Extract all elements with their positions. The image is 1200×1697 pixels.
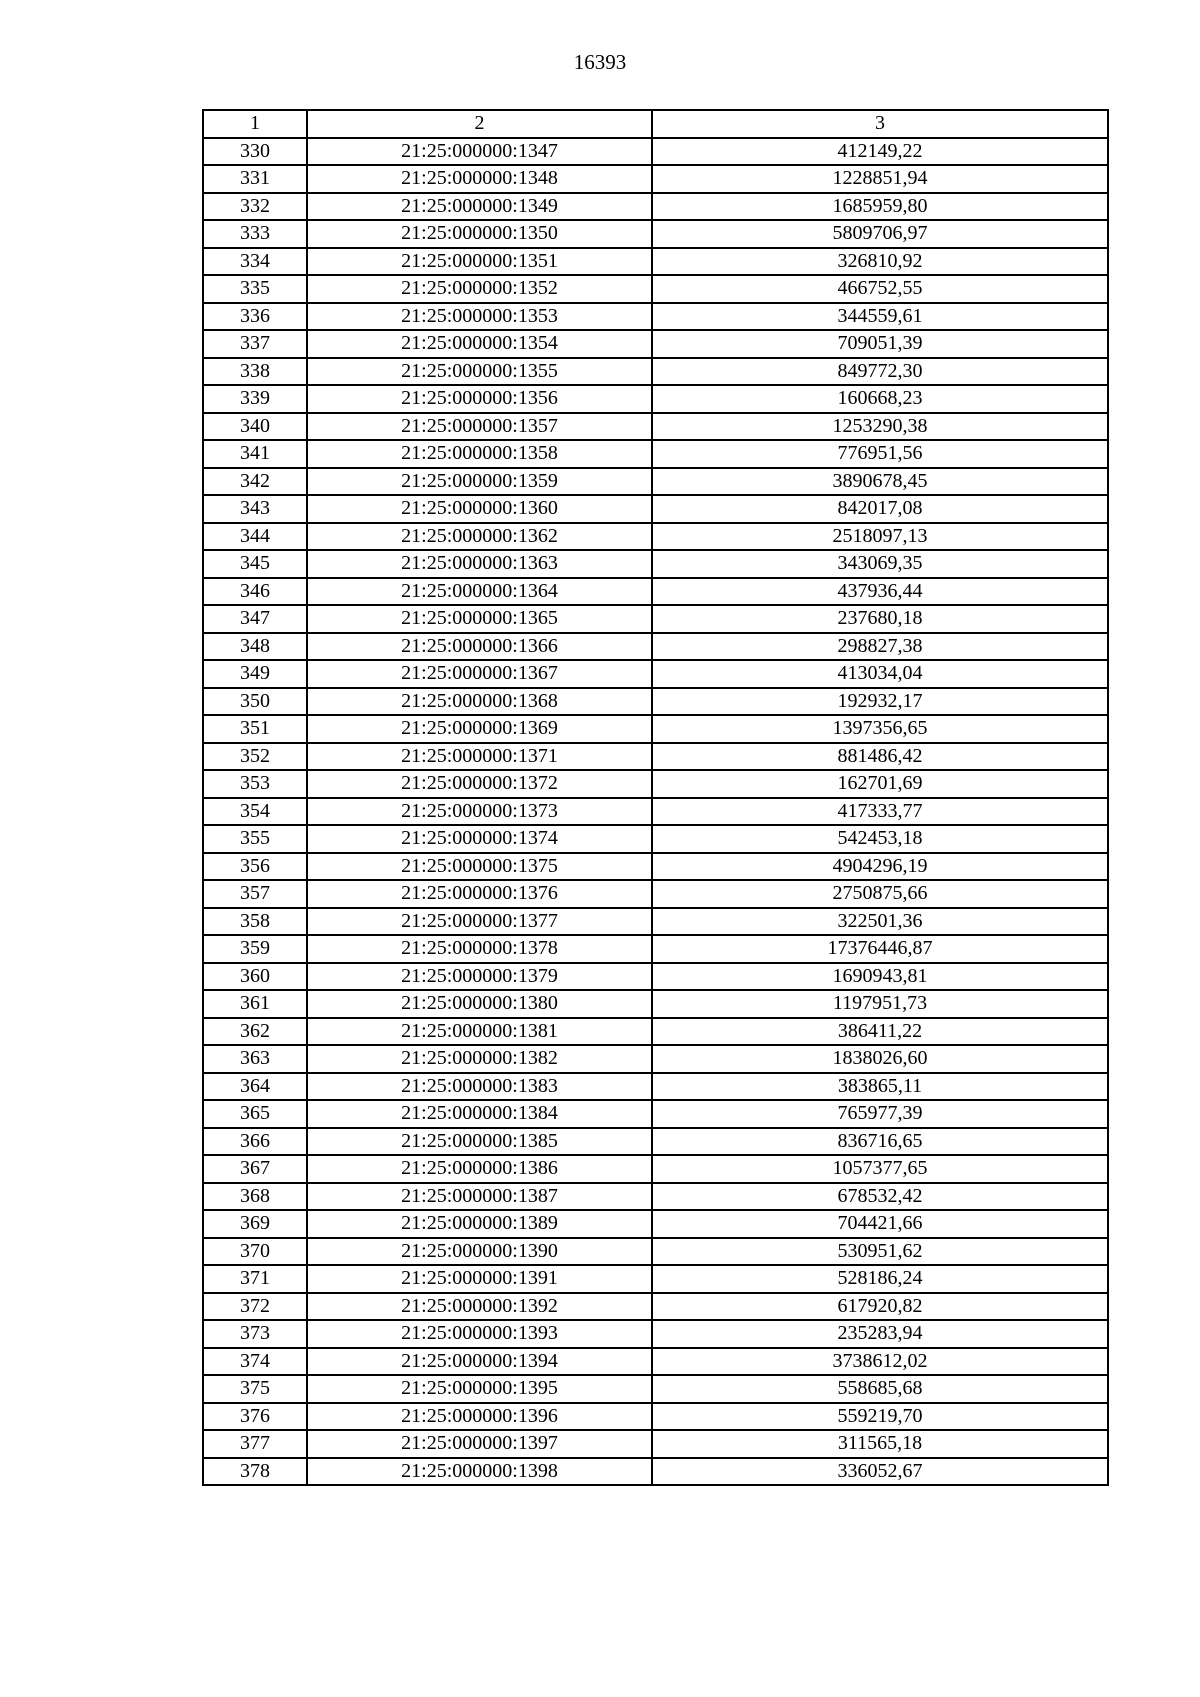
table-row (203, 385, 1108, 413)
table-body (203, 138, 1108, 1486)
table-row (203, 1348, 1108, 1376)
table-row (203, 935, 1108, 963)
row-number-cell: 347 (203, 605, 307, 633)
value-cell: 842017,08 (652, 495, 1108, 523)
table-row (203, 1238, 1108, 1266)
table-row (203, 633, 1108, 661)
value-cell: 678532,42 (652, 1183, 1108, 1211)
cadastral-number-cell: 21:25:000000:1396 (307, 1403, 652, 1431)
table-row (203, 1045, 1108, 1073)
row-number-cell: 349 (203, 660, 307, 688)
cadastral-number-cell: 21:25:000000:1348 (307, 165, 652, 193)
table-row (203, 413, 1108, 441)
row-number-cell: 336 (203, 303, 307, 331)
row-number-cell: 376 (203, 1403, 307, 1431)
cadastral-number-cell: 21:25:000000:1371 (307, 743, 652, 771)
table-row (203, 550, 1108, 578)
cadastral-number-cell: 21:25:000000:1387 (307, 1183, 652, 1211)
table-row (203, 358, 1108, 386)
cadastral-number-cell: 21:25:000000:1355 (307, 358, 652, 386)
row-number-cell: 367 (203, 1155, 307, 1183)
value-cell: 3890678,45 (652, 468, 1108, 496)
table-row (203, 330, 1108, 358)
table-row (203, 1155, 1108, 1183)
value-cell: 326810,92 (652, 248, 1108, 276)
value-cell: 383865,11 (652, 1073, 1108, 1101)
table-row (203, 193, 1108, 221)
row-number-cell: 358 (203, 908, 307, 936)
value-cell: 322501,36 (652, 908, 1108, 936)
row-number-cell: 362 (203, 1018, 307, 1046)
value-cell: 235283,94 (652, 1320, 1108, 1348)
row-number-cell: 377 (203, 1430, 307, 1458)
value-cell: 1397356,65 (652, 715, 1108, 743)
row-number-cell: 373 (203, 1320, 307, 1348)
cadastral-number-cell: 21:25:000000:1391 (307, 1265, 652, 1293)
table-header-row (203, 110, 1108, 138)
row-number-cell: 370 (203, 1238, 307, 1266)
row-number-cell: 356 (203, 853, 307, 881)
table-row (203, 743, 1108, 771)
row-number-cell: 350 (203, 688, 307, 716)
cadastral-number-cell: 21:25:000000:1392 (307, 1293, 652, 1321)
row-number-cell: 365 (203, 1100, 307, 1128)
table-row (203, 1073, 1108, 1101)
value-cell: 617920,82 (652, 1293, 1108, 1321)
table-row (203, 688, 1108, 716)
cadastral-number-cell: 21:25:000000:1358 (307, 440, 652, 468)
cadastral-number-cell: 21:25:000000:1347 (307, 138, 652, 166)
row-number-cell: 359 (203, 935, 307, 963)
cadastral-number-cell: 21:25:000000:1349 (307, 193, 652, 221)
table-row (203, 908, 1108, 936)
cadastral-number-cell: 21:25:000000:1375 (307, 853, 652, 881)
value-cell: 17376446,87 (652, 935, 1108, 963)
table-row (203, 1265, 1108, 1293)
value-cell: 344559,61 (652, 303, 1108, 331)
row-number-cell: 351 (203, 715, 307, 743)
value-cell: 417333,77 (652, 798, 1108, 826)
row-number-cell: 363 (203, 1045, 307, 1073)
value-cell: 1057377,65 (652, 1155, 1108, 1183)
cadastral-number-cell: 21:25:000000:1364 (307, 578, 652, 606)
row-number-cell: 366 (203, 1128, 307, 1156)
cadastral-number-cell: 21:25:000000:1377 (307, 908, 652, 936)
table-row (203, 1293, 1108, 1321)
row-number-cell: 372 (203, 1293, 307, 1321)
row-number-cell: 357 (203, 880, 307, 908)
row-number-cell: 334 (203, 248, 307, 276)
value-cell: 2518097,13 (652, 523, 1108, 551)
table-row (203, 138, 1108, 166)
cadastral-number-cell: 21:25:000000:1386 (307, 1155, 652, 1183)
value-cell: 237680,18 (652, 605, 1108, 633)
cadastral-number-cell: 21:25:000000:1357 (307, 413, 652, 441)
value-cell: 558685,68 (652, 1375, 1108, 1403)
value-cell: 466752,55 (652, 275, 1108, 303)
row-number-cell: 360 (203, 963, 307, 991)
column-header-1: 1 (203, 110, 307, 138)
table-row (203, 275, 1108, 303)
row-number-cell: 368 (203, 1183, 307, 1211)
cadastral-number-cell: 21:25:000000:1352 (307, 275, 652, 303)
table-row (203, 963, 1108, 991)
table-row (203, 1403, 1108, 1431)
row-number-cell: 330 (203, 138, 307, 166)
cadastral-number-cell: 21:25:000000:1380 (307, 990, 652, 1018)
value-cell: 5809706,97 (652, 220, 1108, 248)
value-cell: 1690943,81 (652, 963, 1108, 991)
value-cell: 1228851,94 (652, 165, 1108, 193)
cadastral-number-cell: 21:25:000000:1390 (307, 1238, 652, 1266)
table-row (203, 1100, 1108, 1128)
cadastral-number-cell: 21:25:000000:1395 (307, 1375, 652, 1403)
value-cell: 1253290,38 (652, 413, 1108, 441)
value-cell: 836716,65 (652, 1128, 1108, 1156)
table-row (203, 1128, 1108, 1156)
cadastral-number-cell: 21:25:000000:1393 (307, 1320, 652, 1348)
table-row (203, 660, 1108, 688)
table-row (203, 578, 1108, 606)
value-cell: 559219,70 (652, 1403, 1108, 1431)
value-cell: 192932,17 (652, 688, 1108, 716)
table-row (203, 248, 1108, 276)
value-cell: 160668,23 (652, 385, 1108, 413)
row-number-cell: 355 (203, 825, 307, 853)
row-number-cell: 332 (203, 193, 307, 221)
table-row (203, 1430, 1108, 1458)
column-header-3: 3 (652, 110, 1108, 138)
table-row (203, 1210, 1108, 1238)
cadastral-number-cell: 21:25:000000:1366 (307, 633, 652, 661)
row-number-cell: 369 (203, 1210, 307, 1238)
table-row (203, 220, 1108, 248)
value-cell: 336052,67 (652, 1458, 1108, 1486)
row-number-cell: 338 (203, 358, 307, 386)
value-cell: 776951,56 (652, 440, 1108, 468)
row-number-cell: 340 (203, 413, 307, 441)
cadastral-number-cell: 21:25:000000:1373 (307, 798, 652, 826)
row-number-cell: 341 (203, 440, 307, 468)
row-number-cell: 348 (203, 633, 307, 661)
value-cell: 528186,24 (652, 1265, 1108, 1293)
table-row (203, 165, 1108, 193)
row-number-cell: 354 (203, 798, 307, 826)
row-number-cell: 346 (203, 578, 307, 606)
cadastral-number-cell: 21:25:000000:1354 (307, 330, 652, 358)
value-cell: 311565,18 (652, 1430, 1108, 1458)
value-cell: 412149,22 (652, 138, 1108, 166)
page-number: 16393 (573, 50, 627, 74)
value-cell: 3738612,02 (652, 1348, 1108, 1376)
table-row (203, 715, 1108, 743)
table-row (203, 440, 1108, 468)
table-row (203, 495, 1108, 523)
cadastral-number-cell: 21:25:000000:1374 (307, 825, 652, 853)
cadastral-number-cell: 21:25:000000:1359 (307, 468, 652, 496)
table-row (203, 1458, 1108, 1486)
value-cell: 704421,66 (652, 1210, 1108, 1238)
value-cell: 386411,22 (652, 1018, 1108, 1046)
cadastral-number-cell: 21:25:000000:1353 (307, 303, 652, 331)
row-number-cell: 344 (203, 523, 307, 551)
table-row (203, 303, 1108, 331)
value-cell: 437936,44 (652, 578, 1108, 606)
value-cell: 709051,39 (652, 330, 1108, 358)
cadastral-number-cell: 21:25:000000:1356 (307, 385, 652, 413)
value-cell: 849772,30 (652, 358, 1108, 386)
cadastral-number-cell: 21:25:000000:1372 (307, 770, 652, 798)
row-number-cell: 364 (203, 1073, 307, 1101)
table-row (203, 990, 1108, 1018)
row-number-cell: 335 (203, 275, 307, 303)
table-row (203, 1320, 1108, 1348)
value-cell: 298827,38 (652, 633, 1108, 661)
cadastral-number-cell: 21:25:000000:1379 (307, 963, 652, 991)
table-row (203, 523, 1108, 551)
row-number-cell: 352 (203, 743, 307, 771)
table-row (203, 798, 1108, 826)
cadastral-number-cell: 21:25:000000:1385 (307, 1128, 652, 1156)
cadastral-number-cell: 21:25:000000:1398 (307, 1458, 652, 1486)
table-row (203, 853, 1108, 881)
row-number-cell: 339 (203, 385, 307, 413)
column-header-2: 2 (307, 110, 652, 138)
value-cell: 1838026,60 (652, 1045, 1108, 1073)
cadastral-number-cell: 21:25:000000:1378 (307, 935, 652, 963)
table-row (203, 880, 1108, 908)
cadastral-number-cell: 21:25:000000:1397 (307, 1430, 652, 1458)
value-cell: 530951,62 (652, 1238, 1108, 1266)
value-cell: 343069,35 (652, 550, 1108, 578)
table-row (203, 825, 1108, 853)
cadastral-number-cell: 21:25:000000:1376 (307, 880, 652, 908)
row-number-cell: 333 (203, 220, 307, 248)
value-cell: 765977,39 (652, 1100, 1108, 1128)
cadastral-number-cell: 21:25:000000:1383 (307, 1073, 652, 1101)
data-table (202, 109, 1109, 1486)
table-row (203, 770, 1108, 798)
cadastral-number-cell: 21:25:000000:1381 (307, 1018, 652, 1046)
row-number-cell: 337 (203, 330, 307, 358)
table-row (203, 1018, 1108, 1046)
value-cell: 1685959,80 (652, 193, 1108, 221)
table-row (203, 1375, 1108, 1403)
table-row (203, 468, 1108, 496)
cadastral-number-cell: 21:25:000000:1394 (307, 1348, 652, 1376)
row-number-cell: 342 (203, 468, 307, 496)
cadastral-number-cell: 21:25:000000:1360 (307, 495, 652, 523)
cadastral-number-cell: 21:25:000000:1369 (307, 715, 652, 743)
value-cell: 4904296,19 (652, 853, 1108, 881)
cadastral-number-cell: 21:25:000000:1368 (307, 688, 652, 716)
cadastral-number-cell: 21:25:000000:1367 (307, 660, 652, 688)
cadastral-number-cell: 21:25:000000:1365 (307, 605, 652, 633)
row-number-cell: 343 (203, 495, 307, 523)
row-number-cell: 361 (203, 990, 307, 1018)
row-number-cell: 375 (203, 1375, 307, 1403)
row-number-cell: 331 (203, 165, 307, 193)
value-cell: 542453,18 (652, 825, 1108, 853)
row-number-cell: 371 (203, 1265, 307, 1293)
row-number-cell: 378 (203, 1458, 307, 1486)
value-cell: 1197951,73 (652, 990, 1108, 1018)
value-cell: 162701,69 (652, 770, 1108, 798)
value-cell: 2750875,66 (652, 880, 1108, 908)
row-number-cell: 374 (203, 1348, 307, 1376)
cadastral-number-cell: 21:25:000000:1362 (307, 523, 652, 551)
row-number-cell: 353 (203, 770, 307, 798)
cadastral-number-cell: 21:25:000000:1351 (307, 248, 652, 276)
value-cell: 881486,42 (652, 743, 1108, 771)
cadastral-number-cell: 21:25:000000:1389 (307, 1210, 652, 1238)
table-row (203, 1183, 1108, 1211)
cadastral-number-cell: 21:25:000000:1350 (307, 220, 652, 248)
value-cell: 413034,04 (652, 660, 1108, 688)
cadastral-number-cell: 21:25:000000:1382 (307, 1045, 652, 1073)
cadastral-number-cell: 21:25:000000:1363 (307, 550, 652, 578)
table-row (203, 605, 1108, 633)
row-number-cell: 345 (203, 550, 307, 578)
cadastral-number-cell: 21:25:000000:1384 (307, 1100, 652, 1128)
